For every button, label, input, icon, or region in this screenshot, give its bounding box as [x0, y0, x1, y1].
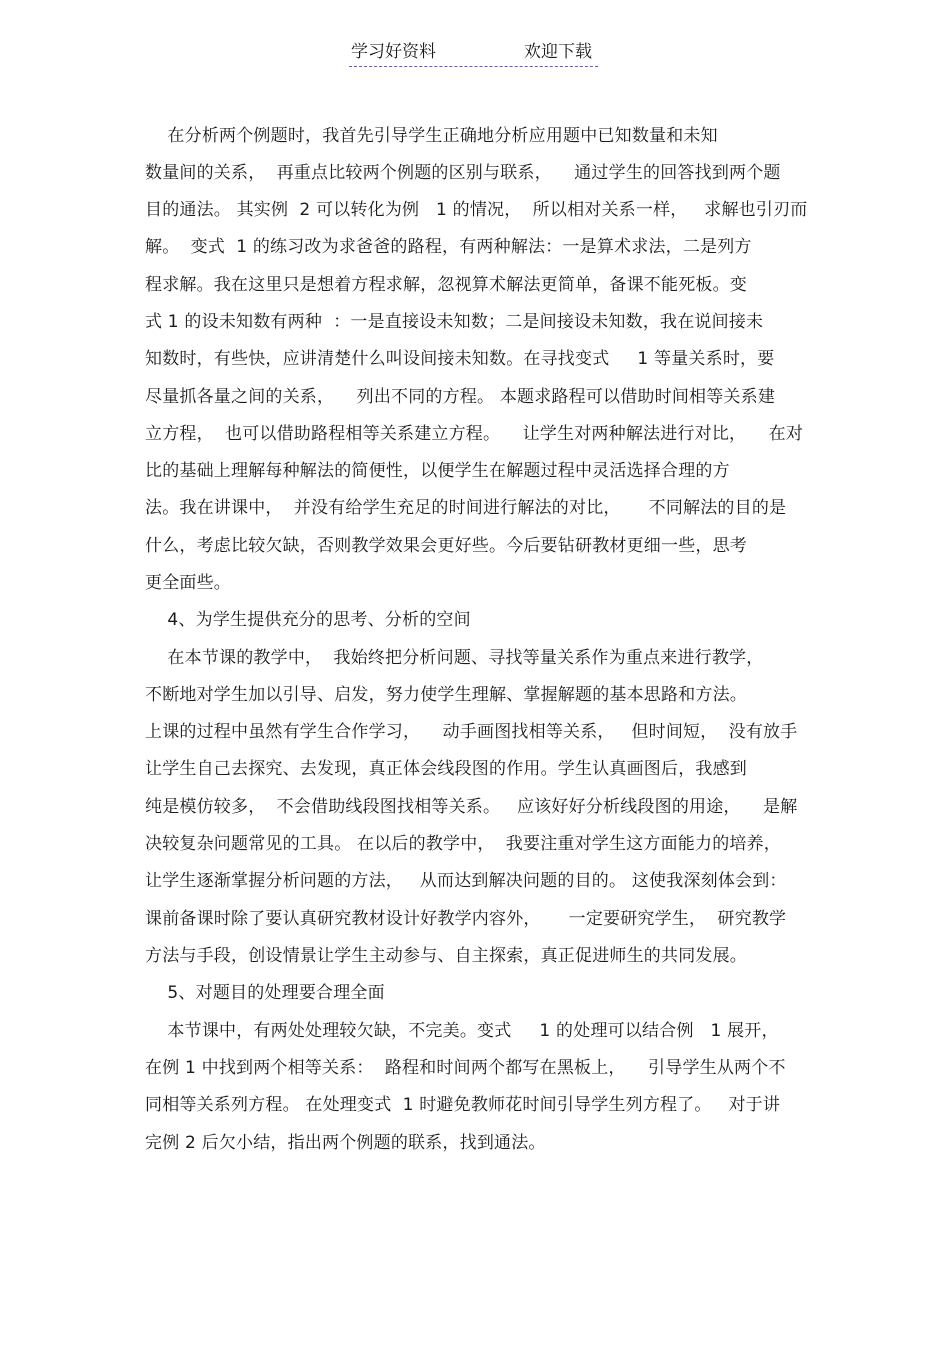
text-line: 式 1 的设未知数有两种 ：一是直接设未知数；二是间接设未知数，我在说间接未 — [145, 312, 764, 332]
text-line: 解。 变式 1 的练习改为求爸爸的路程，有两种解法：一是算术求法，二是列方 — [145, 237, 752, 257]
text-line: 知数时，有些快，应讲清楚什么叫设间接未知数。在寻找变式 1 等量关系时，要 — [145, 349, 775, 369]
text-line: 同相等关系列方程。 在处理变式 1 时避免教师花时间引导学生列方程了。 对于讲 — [145, 1095, 781, 1115]
text-line: 不断地对学生加以引导、启发，努力使学生理解、掌握解题的基本思路和方法。 — [145, 685, 747, 705]
header-left-text: 学习好资料 — [351, 42, 436, 62]
text-line: 方法与手段，创设情景让学生主动参与、自主探索，真正促进师生的共同发展。 — [145, 946, 747, 966]
text-line: 完例 2 后欠小结，指出两个例题的联系，找到通法。 — [145, 1133, 546, 1153]
text-line: 在本节课的教学中， 我始终把分析问题、寻找等量关系作为重点来进行教学， — [145, 648, 764, 668]
text-line: 目的通法。 其实例 2 可以转化为例 1 的情况， 所以相对关系一样， 求解也引刃而 — [145, 200, 808, 220]
text-line: 让学生自己去探究、去发现，真正体会线段图的作用。学生认真画图后，我感到 — [145, 759, 747, 779]
text-line: 程求解。我在这里只是想着方程求解，忽视算术解法更简单，备课不能死板。变 — [145, 275, 747, 295]
section-heading: 4、为学生提供充分的思考、分析的空间 — [145, 610, 471, 630]
text-line: 法。我在讲课中， 并没有给学生充足的时间进行解法的对比， 不同解法的目的是 — [145, 498, 787, 518]
text-line: 数量间的关系， 再重点比较两个例题的区别与联系， 通过学生的回答找到两个题 — [145, 163, 781, 183]
text-line: 什么，考虑比较欠缺，否则教学效果会更好些。今后要钻研教材更细一些，思考 — [145, 536, 747, 556]
text-line: 课前备课时除了要认真研究教材设计好教学内容外， 一定要研究学生， 研究教学 — [145, 909, 787, 929]
text-line: 纯是模仿较多， 不会借助线段图找相等关系。 应该好好分析线段图的用途， 是解 — [145, 797, 798, 817]
text-line: 在例 1 中找到两个相等关系： 路程和时间两个都写在黑板上， 引导学生从两个不 — [145, 1058, 786, 1078]
text-line: 比的基础上理解每种解法的简便性，以便学生在解题过程中灵活选择合理的方 — [145, 461, 730, 481]
page-header — [349, 40, 598, 67]
text-line: 在分析两个例题时，我首先引导学生正确地分析应用题中已知数量和未知 — [145, 126, 718, 146]
text-line: 决较复杂问题常见的工具。 在以后的教学中， 我要注重对学生这方面能力的培养， — [145, 834, 782, 854]
text-line: 尽量抓各量之间的关系， 列出不同的方程。 本题求路程可以借助时间相等关系建 — [145, 387, 776, 407]
text-line: 本节课中，有两处处理较欠缺，不完美。变式 1 的处理可以结合例 1 展开， — [145, 1021, 779, 1041]
text-line: 上课的过程中虽然有学生合作学习， 动手画图找相等关系， 但时间短， 没有放手 — [145, 722, 798, 742]
text-line: 让学生逐渐掌握分析问题的方法， 从而达到解决问题的目的。 这使我深刻体会到： — [145, 871, 787, 891]
section-heading: 5、对题目的处理要合理全面 — [145, 983, 385, 1003]
text-line: 立方程， 也可以借助路程相等关系建立方程。 让学生对两种解法进行对比， 在对 — [145, 424, 804, 444]
header-right-text: 欢迎下载 — [524, 42, 592, 62]
text-line: 更全面些。 — [145, 573, 231, 593]
